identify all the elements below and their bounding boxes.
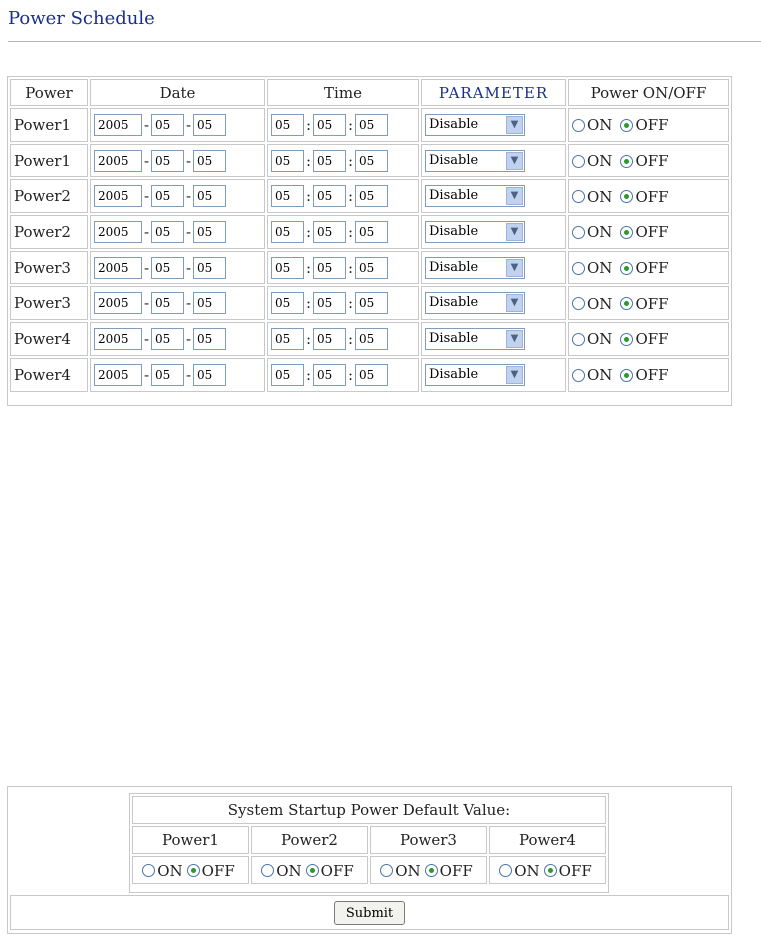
- time-cell: [267, 286, 419, 320]
- time-separator: :: [347, 365, 354, 384]
- month-input[interactable]: 05: [151, 114, 184, 136]
- hour-input[interactable]: 05: [271, 328, 304, 350]
- parameter-select[interactable]: [425, 114, 525, 136]
- month-input[interactable]: 05: [151, 221, 184, 243]
- schedule-row: [10, 215, 729, 249]
- date-separator: -: [185, 365, 192, 384]
- time-cell: [267, 179, 419, 213]
- on-radio[interactable]: [142, 864, 155, 877]
- date-cell: [90, 322, 265, 356]
- month-input[interactable]: 05: [151, 364, 184, 386]
- off-label: OFF: [635, 187, 669, 206]
- startup-outlet-name: Power1: [132, 826, 249, 854]
- parameter-select[interactable]: [425, 364, 525, 386]
- minute-input[interactable]: 05: [313, 150, 346, 172]
- on-label: ON: [587, 187, 613, 206]
- time-cell: [267, 358, 419, 392]
- startup-outlet-name: Power4: [489, 826, 606, 854]
- off-radio[interactable]: [620, 369, 633, 382]
- on-label: ON: [587, 152, 613, 171]
- date-separator: -: [143, 258, 150, 277]
- startup-outlet-radios: [132, 856, 249, 884]
- off-label: OFF: [635, 223, 669, 242]
- parameter-value: Disable: [429, 259, 479, 275]
- date-cell: [90, 215, 265, 249]
- date-separator: -: [185, 151, 192, 170]
- off-radio[interactable]: [544, 864, 557, 877]
- schedule-row: [10, 251, 729, 285]
- month-input[interactable]: 05: [151, 257, 184, 279]
- date-cell: [90, 251, 265, 285]
- day-input[interactable]: 05: [193, 221, 226, 243]
- chevron-down-icon[interactable]: ▼: [506, 294, 523, 312]
- parameter-cell: [421, 215, 566, 249]
- header-parameter: PARAMETER: [421, 79, 566, 106]
- header-power: Power: [10, 79, 88, 106]
- minute-input[interactable]: 05: [313, 185, 346, 207]
- startup-outlet-radios: [489, 856, 606, 884]
- startup-outlet-radios: [251, 856, 368, 884]
- power-onoff-cell: [568, 215, 729, 249]
- time-cell: [267, 322, 419, 356]
- date-separator: -: [185, 187, 192, 206]
- power-name: Power4: [10, 322, 88, 356]
- schedule-row: [10, 286, 729, 320]
- parameter-select[interactable]: [425, 292, 525, 314]
- off-label: OFF: [635, 259, 669, 278]
- on-radio[interactable]: [499, 864, 512, 877]
- power-onoff-cell: [568, 144, 729, 178]
- date-separator: -: [185, 115, 192, 134]
- startup-outlet-name: Power3: [370, 826, 487, 854]
- parameter-select[interactable]: [425, 328, 525, 350]
- second-input[interactable]: 05: [355, 364, 388, 386]
- off-label: OFF: [635, 330, 669, 349]
- year-input[interactable]: 2005: [94, 292, 142, 314]
- parameter-cell: [421, 358, 566, 392]
- parameter-cell: [421, 251, 566, 285]
- second-input[interactable]: 05: [355, 292, 388, 314]
- off-radio[interactable]: [620, 333, 633, 346]
- off-label: OFF: [635, 294, 669, 313]
- date-separator: -: [185, 258, 192, 277]
- parameter-value: Disable: [429, 188, 479, 204]
- power-onoff-cell: [568, 322, 729, 356]
- parameter-cell: [421, 144, 566, 178]
- on-label: ON: [587, 366, 613, 385]
- time-separator: :: [347, 329, 354, 348]
- off-radio[interactable]: [620, 119, 633, 132]
- date-separator: -: [143, 329, 150, 348]
- minute-input[interactable]: 05: [313, 221, 346, 243]
- date-separator: -: [185, 222, 192, 241]
- year-input[interactable]: 2005: [94, 150, 142, 172]
- off-label: OFF: [558, 861, 592, 880]
- year-input[interactable]: 2005: [94, 257, 142, 279]
- time-separator: :: [305, 222, 312, 241]
- startup-default-table: [129, 793, 609, 893]
- hour-input[interactable]: 05: [271, 150, 304, 172]
- on-label: ON: [587, 330, 613, 349]
- time-separator: :: [305, 115, 312, 134]
- power-onoff-cell: [568, 358, 729, 392]
- chevron-down-icon[interactable]: ▼: [506, 366, 523, 384]
- year-input[interactable]: 2005: [94, 328, 142, 350]
- submit-row: [10, 895, 729, 930]
- date-separator: -: [143, 151, 150, 170]
- year-input[interactable]: 2005: [94, 221, 142, 243]
- off-radio[interactable]: [620, 297, 633, 310]
- month-input[interactable]: 05: [151, 150, 184, 172]
- hour-input[interactable]: 05: [271, 221, 304, 243]
- time-separator: :: [305, 294, 312, 313]
- schedule-row: [10, 144, 729, 178]
- parameter-value: Disable: [429, 116, 479, 132]
- power-onoff-cell: [568, 286, 729, 320]
- year-input[interactable]: 2005: [94, 364, 142, 386]
- month-input[interactable]: 05: [151, 292, 184, 314]
- time-cell: [267, 144, 419, 178]
- off-label: OFF: [635, 366, 669, 385]
- hour-input[interactable]: 05: [271, 364, 304, 386]
- on-radio[interactable]: [261, 864, 274, 877]
- second-input[interactable]: 05: [355, 150, 388, 172]
- chevron-down-icon[interactable]: ▼: [506, 187, 523, 205]
- time-separator: :: [347, 294, 354, 313]
- power-name: Power4: [10, 358, 88, 392]
- on-radio[interactable]: [572, 226, 585, 239]
- parameter-value: Disable: [429, 152, 479, 168]
- page-title: Power Schedule: [8, 8, 155, 29]
- second-input[interactable]: 05: [355, 114, 388, 136]
- off-radio[interactable]: [620, 190, 633, 203]
- day-input[interactable]: 05: [193, 364, 226, 386]
- time-separator: :: [347, 187, 354, 206]
- second-input[interactable]: 05: [355, 257, 388, 279]
- date-separator: -: [185, 294, 192, 313]
- off-label: OFF: [320, 861, 354, 880]
- date-separator: -: [143, 365, 150, 384]
- chevron-down-icon[interactable]: ▼: [506, 152, 523, 170]
- date-separator: -: [185, 329, 192, 348]
- on-label: ON: [514, 861, 540, 880]
- title-divider: [8, 41, 761, 42]
- chevron-down-icon[interactable]: ▼: [506, 330, 523, 348]
- on-radio[interactable]: [572, 333, 585, 346]
- time-cell: [267, 215, 419, 249]
- on-label: ON: [587, 116, 613, 135]
- parameter-value: Disable: [429, 295, 479, 311]
- day-input[interactable]: 05: [193, 114, 226, 136]
- date-separator: -: [143, 187, 150, 206]
- day-input[interactable]: 05: [193, 328, 226, 350]
- minute-input[interactable]: 05: [313, 114, 346, 136]
- time-separator: :: [347, 151, 354, 170]
- date-separator: -: [143, 294, 150, 313]
- submit-button[interactable]: Submit: [334, 901, 405, 925]
- minute-input[interactable]: 05: [313, 292, 346, 314]
- chevron-down-icon[interactable]: ▼: [506, 116, 523, 134]
- parameter-select[interactable]: [425, 221, 525, 243]
- parameter-select[interactable]: [425, 257, 525, 279]
- time-separator: :: [305, 187, 312, 206]
- power-name: Power1: [10, 108, 88, 142]
- day-input[interactable]: 05: [193, 185, 226, 207]
- power-onoff-cell: [568, 179, 729, 213]
- parameter-cell: [421, 286, 566, 320]
- on-radio[interactable]: [572, 119, 585, 132]
- date-cell: [90, 179, 265, 213]
- off-radio[interactable]: [306, 864, 319, 877]
- power-onoff-cell: [568, 108, 729, 142]
- on-label: ON: [276, 861, 302, 880]
- on-label: ON: [587, 223, 613, 242]
- off-radio[interactable]: [620, 226, 633, 239]
- header-power-onoff: Power ON/OFF: [568, 79, 729, 106]
- time-separator: :: [305, 258, 312, 277]
- on-radio[interactable]: [572, 297, 585, 310]
- day-input[interactable]: 05: [193, 257, 226, 279]
- date-cell: [90, 144, 265, 178]
- power-name: Power3: [10, 286, 88, 320]
- power-onoff-cell: [568, 251, 729, 285]
- on-radio[interactable]: [572, 262, 585, 275]
- date-cell: [90, 108, 265, 142]
- parameter-cell: [421, 108, 566, 142]
- minute-input[interactable]: 05: [313, 328, 346, 350]
- schedule-row: [10, 322, 729, 356]
- parameter-cell: [421, 179, 566, 213]
- date-cell: [90, 286, 265, 320]
- time-separator: :: [305, 329, 312, 348]
- table-header-row: [10, 79, 729, 106]
- second-input[interactable]: 05: [355, 185, 388, 207]
- power-schedule-table: [7, 76, 732, 406]
- date-cell: [90, 358, 265, 392]
- minute-input[interactable]: 05: [313, 257, 346, 279]
- off-label: OFF: [635, 152, 669, 171]
- parameter-value: Disable: [429, 366, 479, 382]
- date-separator: -: [143, 115, 150, 134]
- startup-section: [7, 786, 732, 934]
- second-input[interactable]: 05: [355, 328, 388, 350]
- time-separator: :: [347, 115, 354, 134]
- startup-title: System Startup Power Default Value:: [132, 796, 606, 824]
- on-radio[interactable]: [572, 190, 585, 203]
- off-radio[interactable]: [620, 155, 633, 168]
- time-cell: [267, 251, 419, 285]
- parameter-select[interactable]: [425, 185, 525, 207]
- month-input[interactable]: 05: [151, 185, 184, 207]
- on-label: ON: [157, 861, 183, 880]
- on-radio[interactable]: [572, 155, 585, 168]
- hour-input[interactable]: 05: [271, 114, 304, 136]
- time-separator: :: [305, 365, 312, 384]
- parameter-value: Disable: [429, 330, 479, 346]
- on-label: ON: [395, 861, 421, 880]
- time-separator: :: [305, 151, 312, 170]
- parameter-value: Disable: [429, 223, 479, 239]
- off-label: OFF: [635, 116, 669, 135]
- header-date: Date: [90, 79, 265, 106]
- off-radio[interactable]: [187, 864, 200, 877]
- year-input[interactable]: 2005: [94, 114, 142, 136]
- schedule-row: [10, 358, 729, 392]
- power-name: Power3: [10, 251, 88, 285]
- startup-outlet-radios: [370, 856, 487, 884]
- hour-input[interactable]: 05: [271, 185, 304, 207]
- off-radio[interactable]: [620, 262, 633, 275]
- minute-input[interactable]: 05: [313, 364, 346, 386]
- header-time: Time: [267, 79, 419, 106]
- power-name: Power2: [10, 215, 88, 249]
- time-separator: :: [347, 258, 354, 277]
- schedule-row: [10, 179, 729, 213]
- off-label: OFF: [439, 861, 473, 880]
- date-separator: -: [143, 222, 150, 241]
- on-radio[interactable]: [380, 864, 393, 877]
- year-input[interactable]: 2005: [94, 185, 142, 207]
- hour-input[interactable]: 05: [271, 292, 304, 314]
- power-name: Power2: [10, 179, 88, 213]
- parameter-select[interactable]: [425, 150, 525, 172]
- time-separator: :: [347, 222, 354, 241]
- off-label: OFF: [201, 861, 235, 880]
- startup-outlet-name: Power2: [251, 826, 368, 854]
- on-radio[interactable]: [572, 369, 585, 382]
- chevron-down-icon[interactable]: ▼: [506, 223, 523, 241]
- day-input[interactable]: 05: [193, 150, 226, 172]
- schedule-row: [10, 108, 729, 142]
- time-cell: [267, 108, 419, 142]
- month-input[interactable]: 05: [151, 328, 184, 350]
- day-input[interactable]: 05: [193, 292, 226, 314]
- on-label: ON: [587, 294, 613, 313]
- power-name: Power1: [10, 144, 88, 178]
- second-input[interactable]: 05: [355, 221, 388, 243]
- chevron-down-icon[interactable]: ▼: [506, 259, 523, 277]
- parameter-cell: [421, 322, 566, 356]
- on-label: ON: [587, 259, 613, 278]
- off-radio[interactable]: [425, 864, 438, 877]
- hour-input[interactable]: 05: [271, 257, 304, 279]
